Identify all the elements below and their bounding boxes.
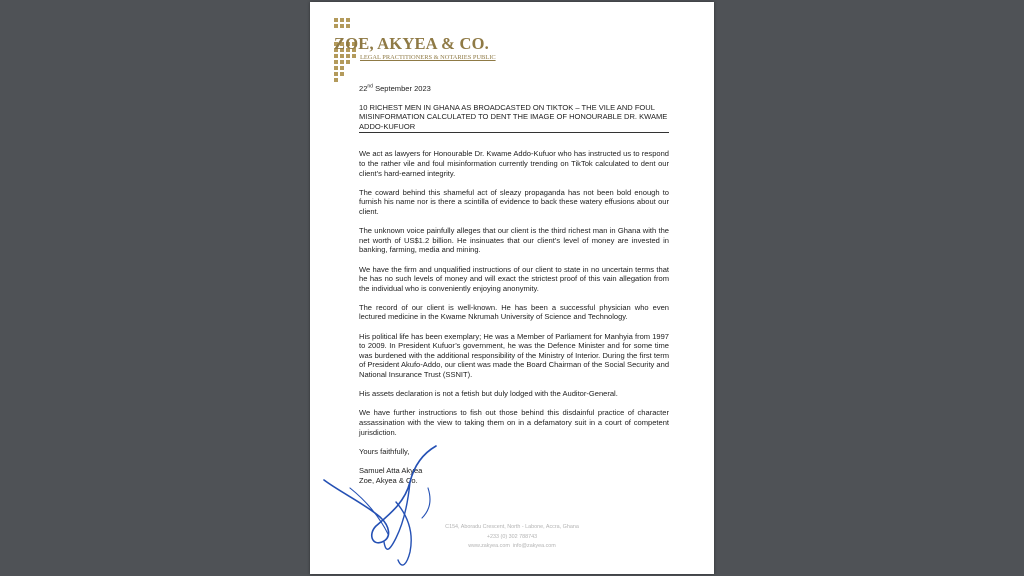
letter-subject: 10 RICHEST MEN IN GHANA AS BROADCASTED ON TIKTOK – THE VILE AND FOUL MISINFORMATION CALCULATED TO DENT THE IMAGE OF HONOURABLE DR. KWAME ADDO-KUFUOR [359, 103, 669, 134]
date-suffix: nd [367, 83, 373, 90]
letter-body [359, 84, 669, 485]
paragraph: We have the firm and unqualified instructions of our client to state in no uncertain terms that he has no such levels of money and will exact the strictest proof of this vain allegation from the individual who is conveniently enjoying anonymity. [359, 264, 669, 293]
footer-website: www.zakyea.com [468, 543, 510, 549]
paragraph: His political life has been exemplary; He was a Member of Parliament for Manhyia from 1997 to 2009. In President Kufuor’s government, he was the Defence Minister and for some time was burdened with the additional responsibility of the Ministry of Interior. During the first term of President Akufo-Addo, our client was made the Board Chairman of the Social Security and National Insurance Trust (SSNIT). [359, 331, 670, 380]
letter-page [310, 2, 714, 574]
paragraph: The unknown voice painfully alleges that our client is the third richest man in Ghana with the net worth of US$1.2 billion. He insinuates that our client’s level of money are invested in banking, farming, media and mining. [359, 226, 669, 255]
paragraph: The record of our client is well-known. He has been a successful physician who even lectured medicine in the Kwame Nkrumah University of Science and Technology. [359, 302, 669, 322]
paragraph: The coward behind this shameful act of sleazy propaganda has not been bold enough to furnish his name nor is there a scintilla of evidence to back these watery effusions about our client. [359, 187, 669, 216]
date-month-year: September 2023 [372, 84, 431, 93]
date-day: 22 [359, 84, 368, 93]
letterhead-footer [310, 523, 714, 552]
firm-subtitle: LEGAL PRACTITIONERS & NOTARIES PUBLIC [360, 54, 496, 61]
firm-name: ZOE, AKYEA & CO. [334, 34, 489, 53]
signatory-firm: Zoe, Akyea & Co. [359, 475, 418, 485]
footer-email: info@zakyea.com [512, 543, 556, 549]
closing: Yours faithfully, [359, 446, 410, 456]
footer-phone: +233 (0) 302 788743 [486, 533, 538, 540]
footer-web-line [310, 542, 714, 552]
footer-address: C154, Aboradu Crescent, North - Labone, Accra, Ghana [445, 524, 579, 530]
paragraph: His assets declaration is not a fetish but duly lodged with the Auditor-General. [359, 389, 618, 399]
letter-date [359, 84, 669, 94]
paragraph: We have further instructions to fish out those behind this disdainful practice of character assassination with the view to taking them on in a defamatory suit in a court of competent jurisdiction. [359, 408, 669, 437]
paragraph: We act as lawyers for Honourable Dr. Kwame Addo-Kufuor who has instructed us to respond to the rather vile and foul misinformation currently trending on TikTok calculated to dent our client’s hard-earned integrity. [359, 149, 669, 178]
signatory-name: Samuel Atta Akyea [359, 465, 423, 475]
